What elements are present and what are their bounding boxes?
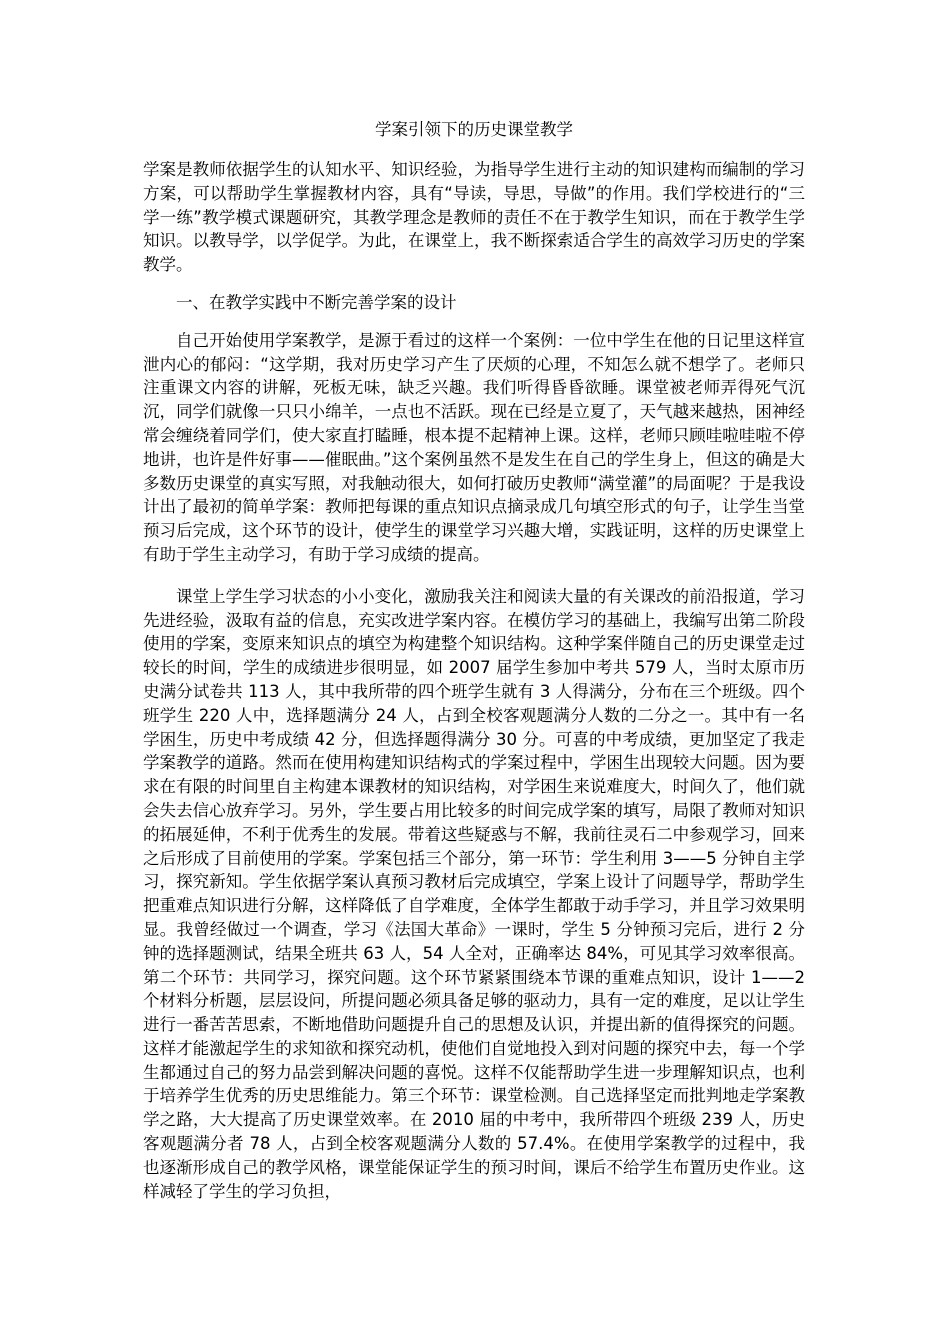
document-page [143, 118, 805, 1203]
body-paragraph-2: 课堂上学生学习状态的小小变化，激励我关注和阅读大量的有关课改的前沿报道，学习先进经验，汲取有益的信息，充实改进学案内容。在模仿学习的基础上，我编写出第二阶段使用的学案，变原来知识点的填空为构建整个知识结构。这种学案伴随自己的历史课堂走过较长的时间，学生的成绩进步很明显，如 2007 届学生参加中考共 579 人，当时太原市历史满分试卷共 113 人，其中我所带的四个班学生就有 3 人得满分，分布在三个班级。四个班学生 220 人中，选择题满分 24 人，占到全校客观题满分人数的二分之一。其中有一名学困生，历史中考成绩 42 分，但选择题得满分 30 分。可喜的中考成绩，更加坚定了我走学案教学的道路。然而在使用构建知识结构式的学案过程中，学困生出现较大问题。因为要求在有限的时间里自主构建本课教材的知识结构，对学困生来说难度大，时间久了，他们就会失去信心放弃学习。另外，学生要占用比较多的时间完成学案的填写，局限了教师对知识的拓展延伸，不利于优秀生的发展。带着这些疑惑与不解，我前往灵石二中参观学习，回来之后形成了目前使用的学案。学案包括三个部分，第一环节：学生利用 3——5 分钟自主学习，探究新知。学生依据学案认真预习教材后完成填空，学案上设计了问题导学，帮助学生把重难点知识进行分解，这样降低了自学难度，全体学生都敢于动手学习，并且学习效果明显。我曾经做过一个调查，学习《法国大革命》一课时，学生 5 分钟预习完后，进行 2 分钟的选择题测试，结果全班共 63 人，54 人全对，正确率达 84%，可见其学习效率很高。第二个环节：共同学习，探究问题。这个环节紧紧围绕本节课的重难点知识，设计 1——2 个材料分析题，层层设问，所提问题必须具备足够的驱动力，具有一定的难度，足以让学生进行一番苦苦思索，不断地借助问题提升自己的思想及认识，并提出新的值得探究的问题。这样才能激起学生的求知欲和探究动机，使他们自觉地投入到对问题的探究中去，每一个学生都通过自己的努力品尝到解决问题的喜悦。这样不仅能帮助学生进一步理解知识点，也利于培养学生优秀的历史思维能力。第三个环节：课堂检测。自己选择坚定而批判地走学案教学之路，大大提高了历史课堂效率。在 2010 届的中考中，我所带四个班级 239 人，历史客观题满分者 78 人，占到全校客观题满分人数的 57.4%。在使用学案教学的过程中，我也逐渐形成自己的教学风格，课堂能保证学生的预习时间，课后不给学生布置历史作业。这样减轻了学生的学习负担， [143, 586, 805, 1201]
body-paragraph-1: 自己开始使用学案教学，是源于看过的这样一个案例：一位中学生在他的日记里这样宣泄内心的郁闷：“这学期，我对历史学习产生了厌烦的心理，不知怎么就不想学了。老师只注重课文内容的讲解，死板无味，缺乏兴趣。我们听得昏昏欲睡。课堂被老师弄得死气沉沉，同学们就像一只只小绵羊，一点也不活跃。现在已经是立夏了，天气越来越热，困神经常会缠绕着同学们，使大家直打瞌睡，根本提不起精神上课。这样，老师只顾哇啦哇啦不停地讲，也许是件好事——催眠曲。”这个案例虽然不是发生在自己的学生身上，但这的确是大多数历史课堂的真实写照，对我触动很大，如何打破历史教师“满堂灌”的局面呢？于是我设计出了最初的简单学案：教师把每课的重点知识点摘录成几句填空形式的句子，让学生当堂预习后完成，这个环节的设计，使学生的课堂学习兴趣大增，实践证明，这样的历史课堂上有助于学生主动学习，有助于学习成绩的提高。 [143, 330, 805, 564]
document-title: 学案引领下的历史课堂教学 [375, 120, 573, 139]
section-heading: 一、在教学实践中不断完善学案的设计 [176, 292, 457, 312]
intro-paragraph: 学案是教师依据学生的认知水平、知识经验，为指导学生进行主动的知识建构而编制的学习方案，可以帮助学生掌握教材内容，具有“导读，导思，导做”的作用。我们学校进行的“三学一练”教学模式课题研究，其教学理念是教师的责任不在于教学生知识，而在于教学生学知识。以教导学，以学促学。为此，在课堂上，我不断探索适合学生的高效学习历史的学案教学。 [143, 160, 805, 275]
